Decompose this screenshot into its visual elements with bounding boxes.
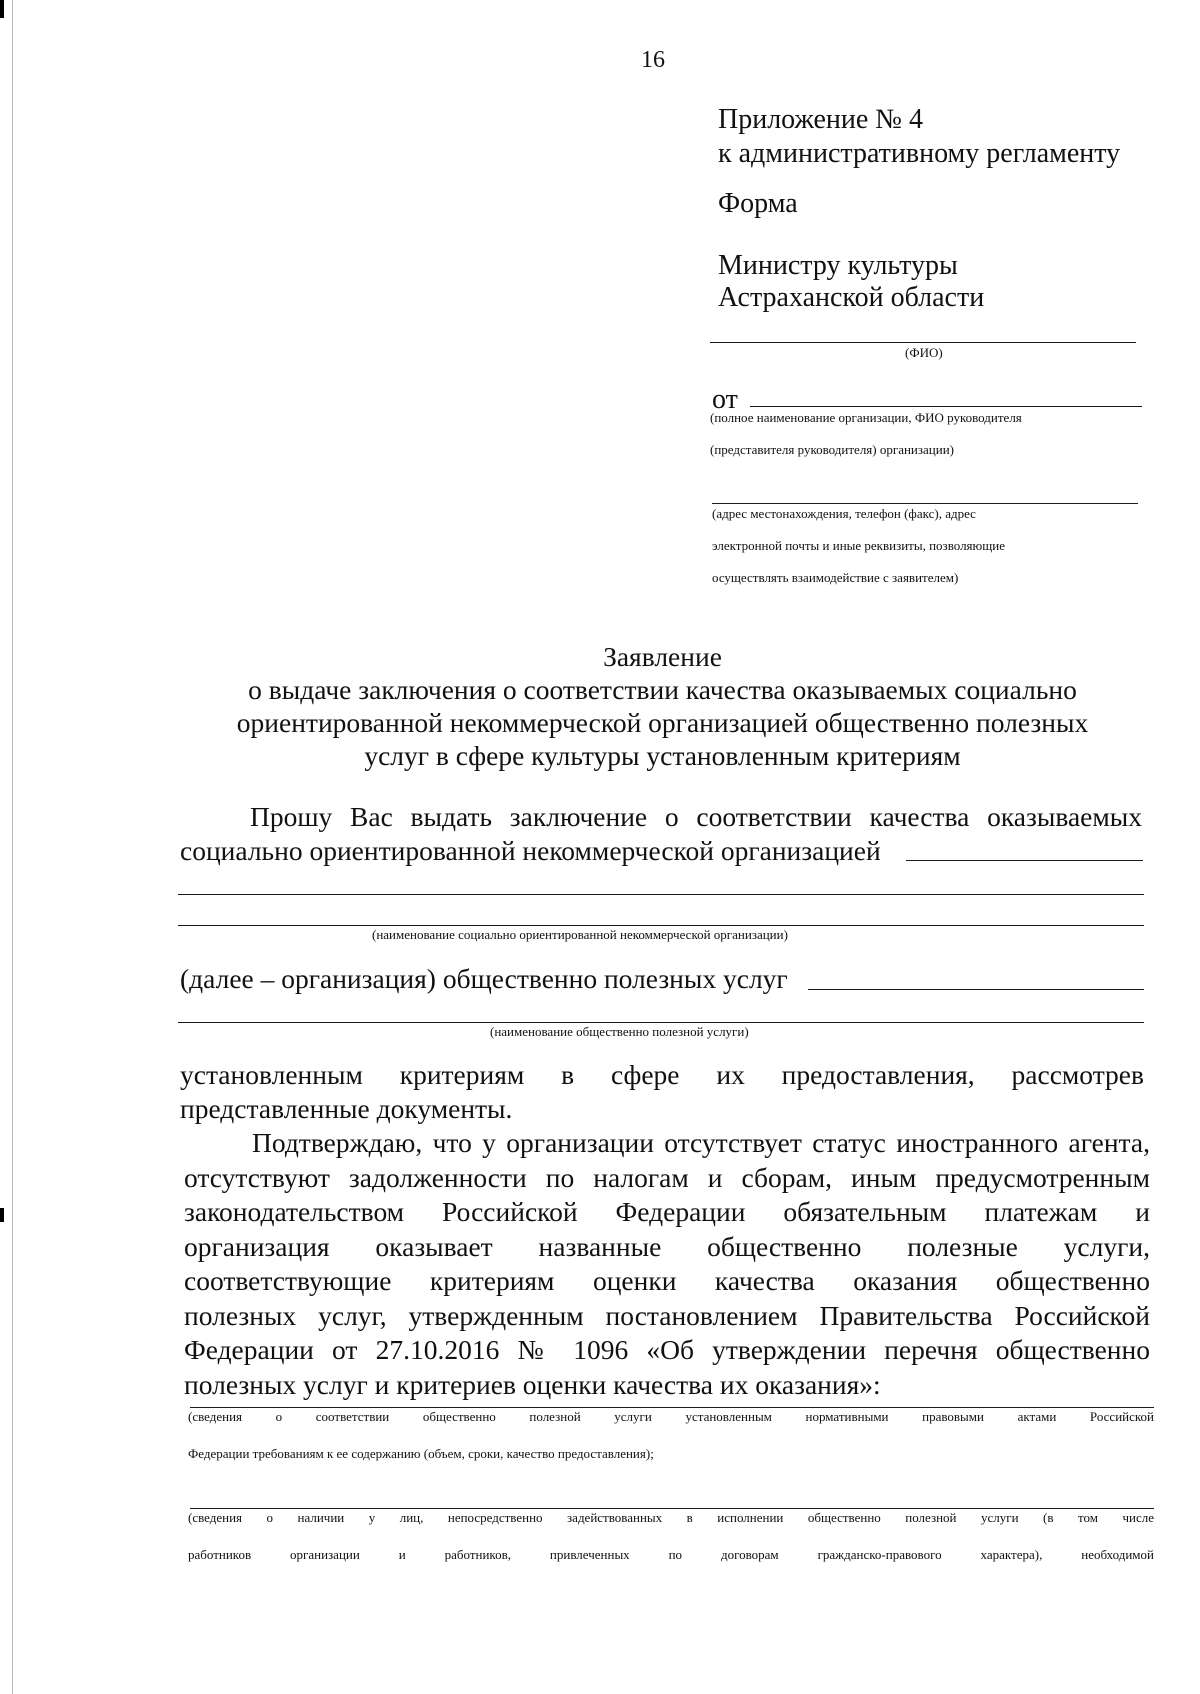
confirm-line-7: Федерации от 27.10.2016 № 1096 «Об утверждении перечня общественно bbox=[184, 1334, 1150, 1365]
footnote-1-line-2: Федерации требованиям к ее содержанию (объем, сроки, качество предоставления); bbox=[188, 1446, 654, 1461]
title-line-4: услуг в сфере культуры установленным критериям bbox=[364, 740, 961, 771]
request-line-5: представленные документы. bbox=[180, 1093, 513, 1124]
scan-edge-mark-middle bbox=[0, 1208, 4, 1222]
service-blank-1 bbox=[808, 989, 1144, 990]
scan-edge-mark-left-line bbox=[12, 0, 13, 1694]
service-blank-2 bbox=[178, 1022, 1144, 1023]
confirm-line-8: полезных услуг и критериев оценки качества их оказания»: bbox=[184, 1368, 881, 1400]
scan-edge-mark-top bbox=[0, 0, 4, 18]
title-line-3: ориентированной некоммерческой организацией общественно полезных bbox=[236, 707, 1089, 738]
appendix-reference: к административному регламенту bbox=[718, 138, 1121, 169]
footnote-2-blank bbox=[190, 1508, 1154, 1509]
from-label: от bbox=[712, 384, 738, 415]
footnote-1-line-1: (сведения о соответствии общественно полезной услуги установленным нормативными правовыми актами Российской bbox=[188, 1409, 1154, 1424]
footnote-2-line-2: работников организации и работников, привлеченных по договорам гражданско-правового характера), необходимой bbox=[188, 1547, 1154, 1562]
request-line-2: социально ориентированной некоммерческой организацией bbox=[180, 835, 881, 866]
confirm-line-5: соответствующие критериям оценки качества оказания общественно bbox=[184, 1265, 1150, 1296]
title-line-1: Заявление bbox=[603, 641, 722, 672]
address-blank-line bbox=[712, 503, 1138, 504]
from-caption-line-1: (полное наименование организации, ФИО руководителя bbox=[710, 410, 1022, 425]
confirm-line-6: полезных услуг, утвержденным постановлением Правительства Российской bbox=[184, 1299, 1150, 1331]
confirm-line-3: законодательством Российской Федерации обязательным платежам и bbox=[184, 1196, 1150, 1227]
from-caption-line-2: (представителя руководителя) организации) bbox=[710, 442, 954, 457]
title-line-2: о выдаче заключения о соответствии качества оказываемых социально bbox=[248, 674, 1077, 705]
footnote-2-line-1: (сведения о наличии у лиц, непосредственно задействованных в исполнении общественно полезной услуги (в том числе bbox=[188, 1510, 1154, 1525]
form-label: Форма bbox=[718, 188, 798, 219]
confirm-paragraph bbox=[184, 1126, 1150, 1402]
org-name-blank-3 bbox=[178, 925, 1144, 926]
page-number: 16 bbox=[641, 47, 665, 73]
fio-caption: (ФИО) bbox=[905, 345, 943, 360]
addressee-line-2: Астраханской области bbox=[718, 282, 985, 313]
address-caption-line-1: (адрес местонахождения, телефон (факс), адрес bbox=[712, 506, 976, 521]
confirm-line-2: отсутствуют задолженности по налогам и сборам, иным предусмотренным bbox=[184, 1161, 1150, 1193]
appendix-title: Приложение № 4 bbox=[718, 104, 923, 135]
org-name-blank-1 bbox=[906, 860, 1143, 861]
footnote-1-blank bbox=[190, 1407, 1154, 1408]
request-line-1: Прошу Вас выдать заключение о соответствии качества оказываемых bbox=[250, 801, 1142, 832]
confirm-line-4: организация оказывает названные общественно полезные услуги, bbox=[184, 1230, 1150, 1262]
service-caption: (наименование общественно полезной услуги) bbox=[490, 1024, 749, 1039]
request-line-3: (далее – организация) общественно полезных услуг bbox=[180, 963, 788, 994]
from-blank-line bbox=[750, 406, 1142, 407]
request-line-4: установленным критериям в сфере их предоставления, рассмотрев bbox=[180, 1059, 1144, 1090]
fio-blank-line bbox=[710, 342, 1136, 343]
org-name-caption: (наименование социально ориентированной некоммерческой организации) bbox=[372, 927, 788, 942]
application-title bbox=[170, 640, 1155, 772]
org-name-blank-2 bbox=[178, 894, 1144, 895]
addressee-line-1: Министру культуры bbox=[718, 250, 958, 281]
confirm-line-1: Подтверждаю, что у организации отсутствует статус иностранного агента, bbox=[252, 1127, 1150, 1158]
address-caption-line-2: электронной почты и иные реквизиты, позволяющие bbox=[712, 538, 1005, 553]
address-caption-line-3: осуществлять взаимодействие с заявителем) bbox=[712, 570, 959, 585]
